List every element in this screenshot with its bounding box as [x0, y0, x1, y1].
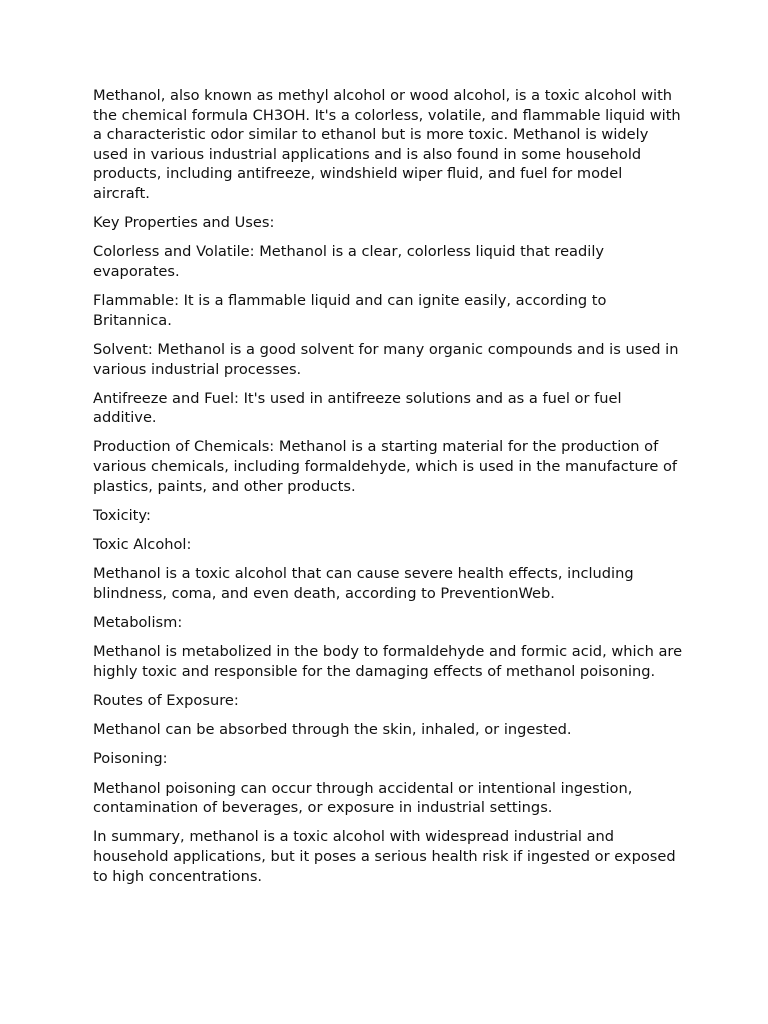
- intro-paragraph: Methanol, also known as methyl alcohol or wood alcohol, is a toxic alcohol with the chemical formula CH3OH. It's a colorless, volatile, and flammable liquid with a characteristic odor similar to ethanol but is more toxic. Methanol is widely used in various industrial applications and is also found in some household products, including antifreeze, windshield wiper fluid, and fuel for model aircraft.: [93, 87, 681, 202]
- poisoning-paragraph: Methanol poisoning can occur through accidental or intentional ingestion, contamination of beverages, or exposure in industrial settings.: [93, 779, 633, 817]
- subheading-toxic-alcohol: Toxic Alcohol:: [93, 536, 192, 554]
- subheading-metabolism: Metabolism:: [93, 614, 183, 631]
- property-colorless-volatile: Colorless and Volatile: Methanol is a clear, colorless liquid that readily evaporates.: [93, 243, 605, 280]
- subheading-poisoning: Poisoning:: [93, 750, 168, 768]
- toxic-alcohol-paragraph: Methanol is a toxic alcohol that can cause severe health effects, including blindness, coma, and even death, according to PreventionWeb.: [93, 565, 634, 602]
- summary-paragraph: In summary, methanol is a toxic alcohol with widespread industrial and household applications, but it poses a serious health risk if ingested or exposed to high concentrations.: [93, 828, 676, 885]
- property-production-chemicals: Production of Chemicals: Methanol is a starting material for the production of various chemicals, including formaldehyde, which is used in the manufacture of plastics, paints, and other products.: [93, 438, 678, 495]
- property-solvent: Solvent: Methanol is a good solvent for many organic compounds and is used in various industrial processes.: [93, 340, 679, 378]
- section-heading-toxicity: Toxicity:: [93, 506, 151, 524]
- routes-of-exposure-paragraph: Methanol can be absorbed through the skin, inhaled, or ingested.: [93, 721, 572, 739]
- subheading-routes-of-exposure: Routes of Exposure:: [93, 691, 239, 709]
- document-body: [93, 86, 683, 896]
- metabolism-paragraph: Methanol is metabolized in the body to formaldehyde and formic acid, which are highly toxic and responsible for the damaging effects of methanol poisoning.: [93, 643, 683, 680]
- property-antifreeze-fuel: Antifreeze and Fuel: It's used in antifreeze solutions and as a fuel or fuel additive.: [93, 389, 622, 427]
- section-heading-key-properties: Key Properties and Uses:: [93, 214, 275, 232]
- property-flammable: Flammable: It is a flammable liquid and can ignite easily, according to Britannica.: [93, 292, 607, 329]
